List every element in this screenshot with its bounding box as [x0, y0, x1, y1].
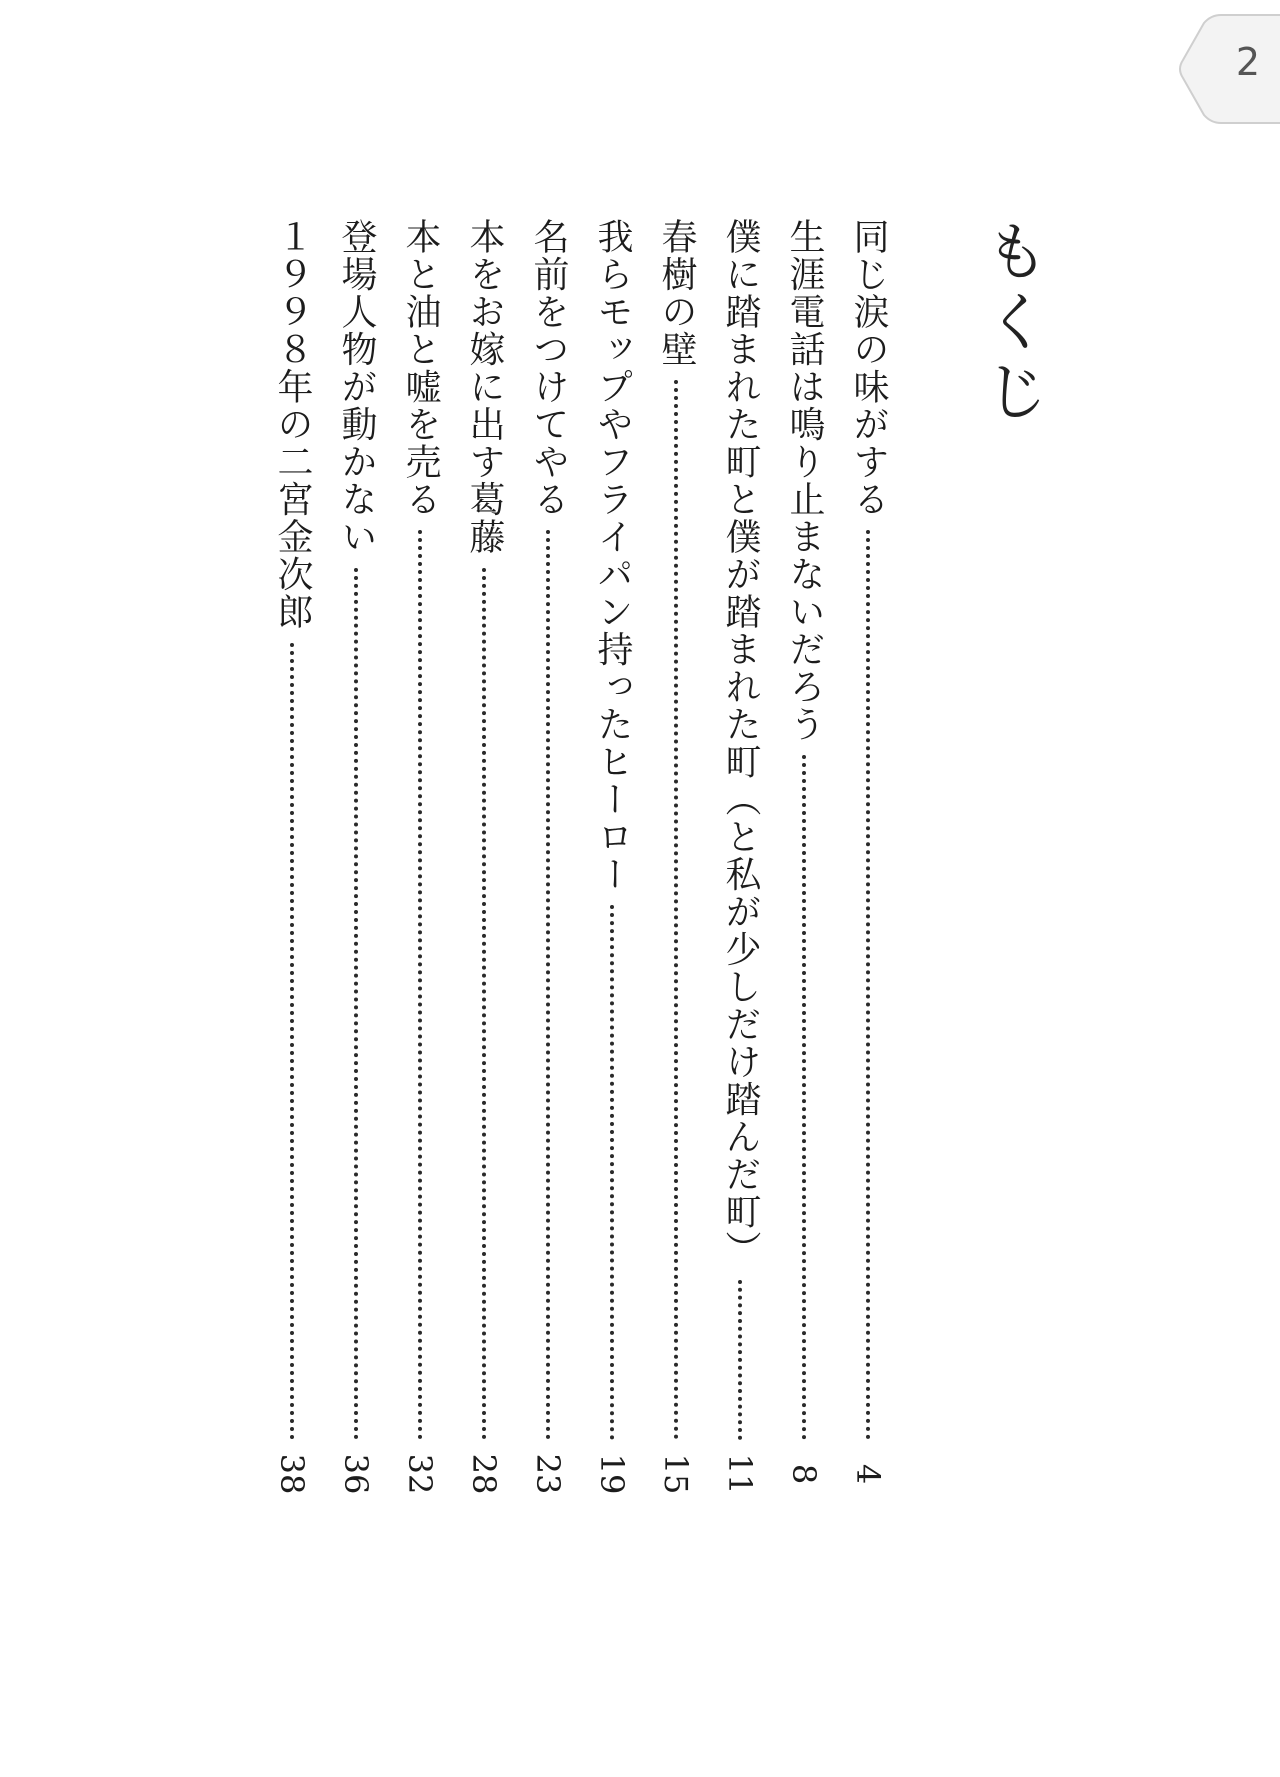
- toc-entry-page: 4: [849, 1463, 887, 1485]
- toc-entry-page: 36: [337, 1453, 375, 1495]
- toc-entry-leader: [674, 380, 682, 1440]
- toc-entry-leader: [290, 643, 298, 1441]
- toc-entry-leader: [866, 530, 874, 1440]
- toc-entry-page: 28: [465, 1453, 503, 1495]
- toc-entry-title: 生涯電話は鳴り止まないだろう: [784, 218, 825, 743]
- toc-entry-leader: [354, 568, 362, 1441]
- toc-entry-leader: [482, 568, 490, 1441]
- toc-entry[interactable]: [398, 218, 442, 1495]
- toc-entry[interactable]: [846, 218, 890, 1490]
- toc-entry[interactable]: [590, 218, 634, 1495]
- toc-entry-page: 23: [529, 1453, 567, 1495]
- toc-entry[interactable]: [462, 218, 506, 1495]
- toc-entry-page: 15: [657, 1453, 695, 1495]
- toc-entries: [270, 218, 890, 1495]
- toc-entry[interactable]: [270, 218, 314, 1495]
- page-number: 2: [1235, 40, 1261, 84]
- toc-entry-title: 本と油と嘘を売る: [400, 218, 441, 518]
- toc-entry-leader: [610, 905, 618, 1440]
- toc-entry-title: 春樹の壁: [656, 218, 697, 368]
- toc-entry-page: 19: [593, 1453, 631, 1495]
- toc-entry-page: 11: [721, 1453, 759, 1495]
- page-number-tab: [1177, 14, 1280, 124]
- toc-entry-title: 我らモップやフライパン持ったヒーロー: [592, 218, 633, 893]
- toc-entry[interactable]: [654, 218, 698, 1495]
- toc-entry-title: 僕に踏まれた町と僕が踏まれた町（と私が少しだけ踏んだ町）: [720, 218, 761, 1268]
- toc-entry-title: １９９８年の二宮金次郎: [272, 218, 313, 631]
- toc-entry-title: 本をお嫁に出す葛藤: [464, 218, 505, 556]
- toc-entry-leader: [802, 755, 810, 1440]
- toc-entry-leader: [546, 530, 554, 1440]
- toc-entry-page: 38: [273, 1453, 311, 1495]
- toc-entry-page: 32: [401, 1453, 439, 1495]
- toc-entry[interactable]: [718, 218, 762, 1495]
- toc-entry-page: 8: [785, 1463, 823, 1485]
- toc-entry-leader: [738, 1280, 746, 1440]
- toc-title: もくじ: [974, 218, 1048, 428]
- toc-entry-title: 同じ涙の味がする: [848, 218, 889, 518]
- toc-entry[interactable]: [526, 218, 570, 1495]
- toc-entry[interactable]: [782, 218, 826, 1490]
- toc-entry-title: 登場人物が動かない: [336, 218, 377, 556]
- toc-entry-title: 名前をつけてやる: [528, 218, 569, 518]
- toc-entry-leader: [418, 530, 426, 1440]
- toc-entry[interactable]: [334, 218, 378, 1495]
